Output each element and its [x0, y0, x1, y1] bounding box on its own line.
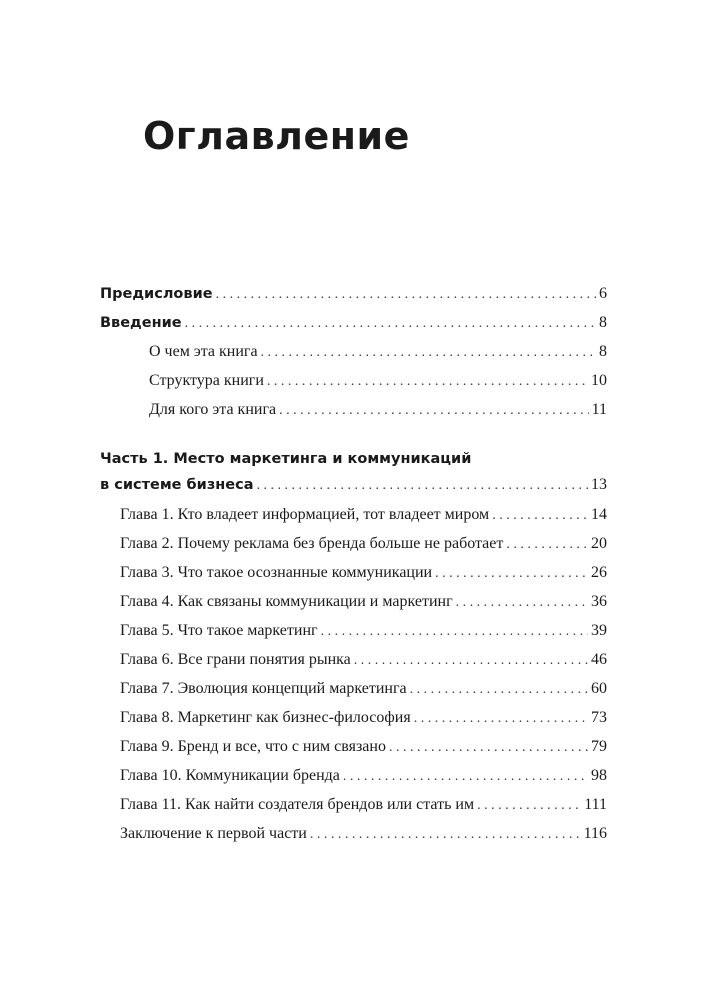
dot-leader — [261, 345, 596, 361]
toc-page-number: 11 — [591, 401, 607, 418]
toc-entry-label: Глава 1. Кто владеет информацией, тот владеет миром — [120, 506, 490, 523]
toc-entry-chapter[interactable] — [100, 796, 607, 820]
toc-entry-label: Заключение к первой части — [120, 825, 307, 842]
toc-entry-chapter[interactable] — [100, 535, 607, 559]
toc-page-number: 60 — [591, 680, 607, 697]
toc-entry-part-1[interactable] — [100, 476, 607, 500]
toc-entry-chapter[interactable] — [100, 680, 607, 704]
toc-entry-preface[interactable] — [100, 285, 607, 309]
toc-page-number: 20 — [591, 535, 607, 552]
dot-leader — [492, 508, 588, 524]
toc-entry-audience[interactable] — [100, 401, 607, 425]
dot-leader — [257, 478, 589, 494]
dot-leader — [310, 827, 581, 843]
toc-entry-chapter[interactable] — [100, 738, 607, 762]
toc-page-number: 14 — [591, 506, 607, 523]
toc-entry-label: Глава 10. Коммуникации бренда — [120, 767, 340, 784]
dot-leader — [321, 624, 588, 640]
part-1-title: Часть 1. Место маркетинга и коммуникаций — [100, 451, 472, 467]
toc-entry-label: Глава 3. Что такое осознанные коммуникации — [120, 564, 433, 581]
toc-entry-chapter[interactable] — [100, 564, 607, 588]
toc-entry-label: в системе бизнеса — [100, 477, 254, 493]
toc-entry-conclusion[interactable] — [100, 825, 607, 849]
toc-page-number: 116 — [583, 825, 607, 842]
dot-leader — [389, 740, 588, 756]
toc-entry-label: Глава 4. Как связаны коммуникации и маркетинг — [120, 593, 453, 610]
toc-entry-chapter[interactable] — [100, 709, 607, 733]
toc-page-number: 73 — [591, 709, 607, 726]
toc-entry-label: Глава 5. Что такое маркетинг — [120, 622, 318, 639]
dot-leader — [279, 403, 588, 419]
toc-page-number: 36 — [591, 593, 607, 610]
page-title: Оглавление — [143, 114, 410, 158]
toc-entry-chapter[interactable] — [100, 651, 607, 675]
dot-leader — [477, 798, 581, 814]
toc-entry-label: Глава 7. Эволюция концепций маркетинга — [120, 680, 407, 697]
toc-entry-label: Глава 2. Почему реклама без бренда больше не работает — [120, 535, 504, 552]
toc-page-number: 13 — [591, 476, 607, 493]
toc-page-number: 111 — [584, 796, 607, 813]
toc-entry-label: Предисловие — [100, 286, 213, 302]
toc-entry-about-book[interactable] — [100, 343, 607, 367]
toc-entry-label: Глава 9. Бренд и все, что с ним связано — [120, 738, 386, 755]
toc-page-number: 6 — [599, 285, 607, 302]
toc-page-number: 46 — [591, 651, 607, 668]
toc-page-number: 26 — [591, 564, 607, 581]
toc-entry-label: Глава 6. Все грани понятия рынка — [120, 651, 351, 668]
toc-page-number: 39 — [591, 622, 607, 639]
toc-page-number: 8 — [599, 343, 607, 360]
toc-page-number: 98 — [591, 767, 607, 784]
dot-leader — [185, 316, 596, 332]
dot-leader — [506, 537, 588, 553]
toc-entry-chapter[interactable] — [100, 767, 607, 791]
dot-leader — [435, 566, 588, 582]
dot-leader — [414, 711, 588, 727]
toc-entry-introduction[interactable] — [100, 314, 607, 338]
toc-entry-label: Глава 11. Как найти создателя брендов или стать им — [120, 796, 475, 813]
toc-entry-label: Введение — [100, 315, 182, 331]
dot-leader — [343, 769, 588, 785]
dot-leader — [410, 682, 588, 698]
toc-entry-label: Структура книги — [149, 372, 264, 389]
toc-entry-label: Глава 8. Маркетинг как бизнес-философия — [120, 709, 411, 726]
dot-leader — [456, 595, 588, 611]
toc-entry-label: Для кого эта книга — [149, 401, 277, 418]
toc-entry-chapter[interactable] — [100, 622, 607, 646]
toc-entry-chapter[interactable] — [100, 506, 607, 530]
toc-entry-book-structure[interactable] — [100, 372, 607, 396]
toc-page-number: 8 — [599, 314, 607, 331]
dot-leader — [267, 374, 588, 390]
dot-leader — [354, 653, 588, 669]
toc-entry-label: О чем эта книга — [149, 343, 258, 360]
toc-page-number: 10 — [591, 372, 607, 389]
dot-leader — [216, 287, 596, 303]
toc-entry-chapter[interactable] — [100, 593, 607, 617]
toc-page-number: 79 — [591, 738, 607, 755]
